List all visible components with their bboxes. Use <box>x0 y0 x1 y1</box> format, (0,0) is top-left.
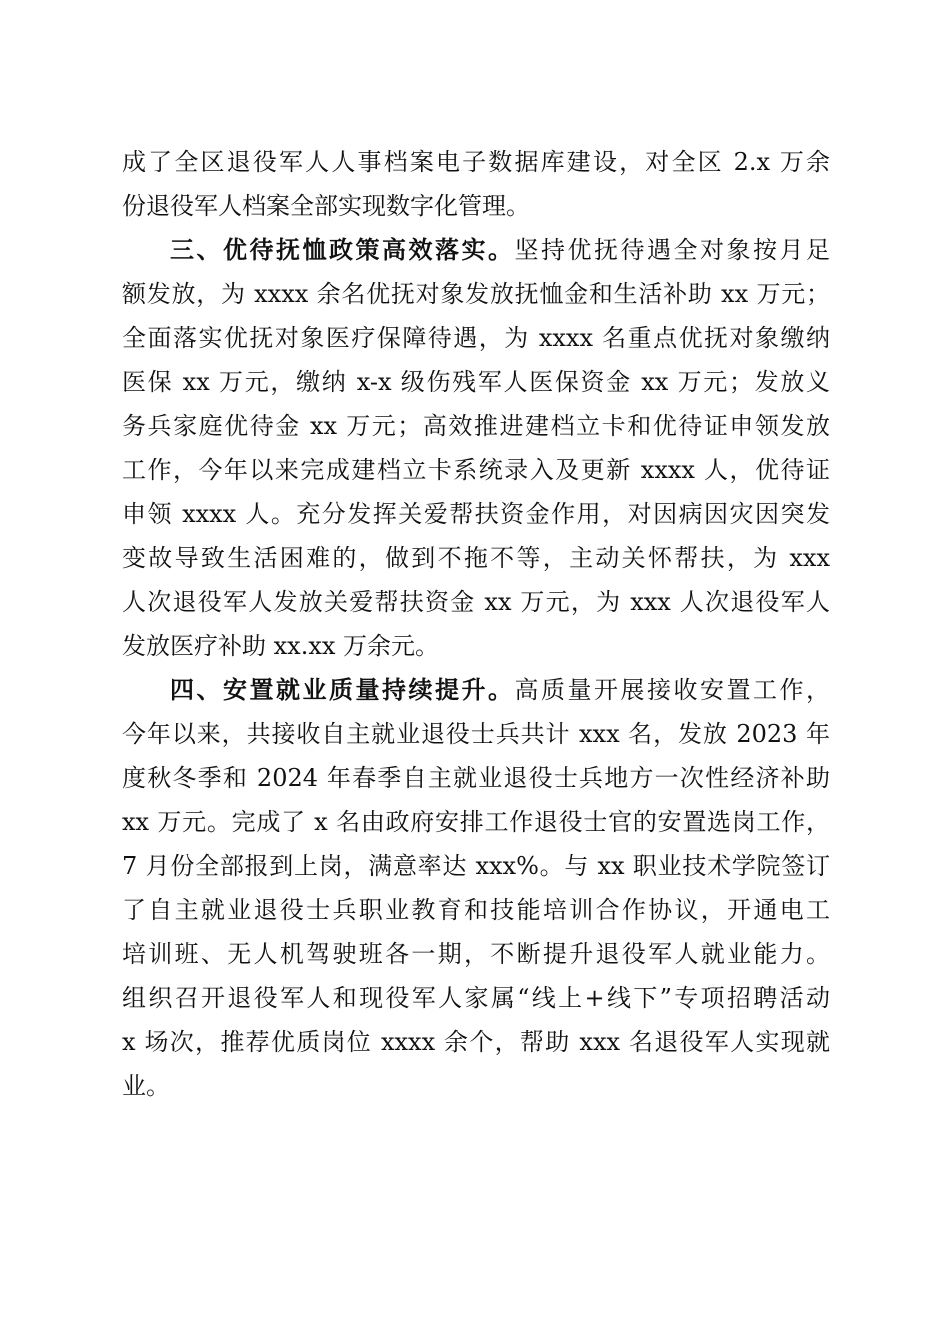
text-line: 发放医疗补助 xx.xx 万余元。 <box>122 632 440 660</box>
paragraph-employment <box>122 668 830 1108</box>
text-line: 了自主就业退役士兵职业教育和技能培训合作协议，开通电工 <box>122 896 830 924</box>
paragraph-first-line <box>122 228 830 272</box>
text-run: 高质量开展接收安置工作， <box>514 676 830 704</box>
text-line: 7 月份全部报到上岗，满意率达 xxx%。与 xx 职业技术学院签订 <box>122 852 830 880</box>
text-line: 务兵家庭优待金 xx 万元；高效推进建档立卡和优待证申领发放 <box>122 412 830 440</box>
text-line: 变故导致生活困难的，做到不拖不等，主动关怀帮扶，为 xxx <box>122 544 830 572</box>
text-line: 额发放，为 xxxx 余名优抚对象发放抚恤金和生活补助 xx 万元； <box>122 280 830 308</box>
text-line: 人次退役军人发放关爱帮扶资金 xx 万元，为 xxx 人次退役军人 <box>122 588 830 616</box>
text-line: 份退役军人档案全部实现数字化管理。 <box>122 192 530 220</box>
text-line: xx 万元。完成了 x 名由政府安排工作退役士官的安置选岗工作， <box>122 808 830 836</box>
text-line: 今年以来，共接收自主就业退役士兵共计 xxx 名，发放 2023 年 <box>122 720 830 748</box>
paragraph-archives <box>122 140 830 228</box>
text-line: 申领 xxxx 人。充分发挥关爱帮扶资金作用，对因病因灾因突发 <box>122 500 830 528</box>
section-heading: 三、优待抚恤政策高效落实。 <box>170 236 515 264</box>
paragraph-first-line <box>122 668 830 712</box>
text-line: x 场次，推荐优质岗位 xxxx 余个，帮助 xxx 名退役军人实现就 <box>122 1028 830 1056</box>
text-line: 成了全区退役军人人事档案电子数据库建设，对全区 2.x 万余 <box>122 148 830 176</box>
paragraph-preferential-treatment <box>122 228 830 668</box>
text-line: 度秋冬季和 2024 年春季自主就业退役士兵地方一次性经济补助 <box>122 764 830 792</box>
text-line: 医保 xx 万元，缴纳 x-x 级伤残军人医保资金 xx 万元；发放义 <box>122 368 830 396</box>
text-line: 组织召开退役军人和现役军人家属“线上+线下”专项招聘活动 <box>122 984 830 1012</box>
text-run: 坚持优抚待遇全对象按月足 <box>514 236 830 264</box>
text-line: 工作，今年以来完成建档立卡系统录入及更新 xxxx 人，优待证 <box>122 456 830 484</box>
section-heading: 四、安置就业质量持续提升。 <box>170 676 515 704</box>
document-body <box>122 140 830 1108</box>
text-line: 业。 <box>122 1072 170 1100</box>
text-line: 全面落实优抚对象医疗保障待遇，为 xxxx 名重点优抚对象缴纳 <box>122 324 830 352</box>
text-line: 培训班、无人机驾驶班各一期，不断提升退役军人就业能力。 <box>122 940 830 968</box>
